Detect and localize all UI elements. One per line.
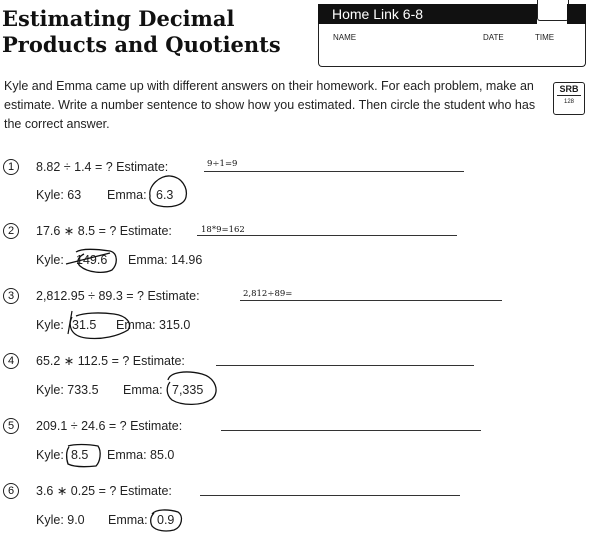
srb-book-icon: [553, 82, 585, 115]
problem-3-estimate: 2,812÷89=: [243, 289, 293, 299]
problem-4-answer-line[interactable]: [216, 365, 474, 366]
problem-5-kyle-value: 8.5: [71, 448, 89, 462]
problem-2-emma: Emma: 14.96: [128, 253, 203, 267]
title-line-1: Estimating Decimal: [2, 6, 235, 31]
problem-1-answer-line[interactable]: [204, 171, 464, 172]
srb-page: 128: [563, 99, 574, 105]
problem-5-answer-line[interactable]: [221, 430, 481, 431]
problem-4-emma-value: 7,335: [172, 383, 204, 397]
problem-5-kyle-label: Kyle:: [36, 448, 64, 462]
home-link-tab: [537, 0, 569, 21]
problem-5-emma: Emma: 85.0: [107, 448, 175, 462]
problem-4-text: 65.2 ∗ 112.5 = ? Estimate:: [36, 354, 185, 368]
instructions: Kyle and Emma came up with different answers on their homework. For each problem, make an estimate. Write a number sentence to show how you estimated. Then circle the student who has the correct answer.: [4, 79, 536, 131]
problem-1-emma-label: Emma:: [107, 188, 147, 202]
problem-6-emma-value: 0.9: [157, 513, 175, 527]
problem-3-emma: Emma: 315.0: [116, 318, 191, 332]
problem-2-answer-line[interactable]: [197, 235, 457, 236]
problem-1-kyle: Kyle: 63: [36, 188, 82, 202]
problem-2-estimate: 18*9=162: [201, 225, 245, 235]
problem-4-kyle: Kyle: 733.5: [36, 383, 99, 397]
problem-6-answer-line[interactable]: [200, 495, 460, 496]
problem-3-answer-line[interactable]: [240, 300, 502, 301]
problem-3-kyle-value: 31.5: [72, 318, 97, 332]
home-link-label: Home Link 6-8: [318, 4, 537, 24]
problem-5-text: 209.1 ÷ 24.6 = ? Estimate:: [36, 419, 183, 433]
problem-3-text: 2,812.95 ÷ 89.3 = ? Estimate:: [36, 289, 200, 303]
problem-4-emma-label: Emma:: [123, 383, 163, 397]
problem-2-kyle-value: 149.6: [76, 253, 108, 267]
problem-3-number: 3: [3, 288, 19, 304]
problem-4-number: 4: [3, 353, 19, 369]
problem-1-estimate: 9÷1=9: [207, 159, 238, 169]
problem-6-kyle: Kyle: 9.0: [36, 513, 85, 527]
title-line-2: Products and Quotients: [2, 32, 281, 57]
time-field-label: TIME: [535, 33, 555, 42]
srb-divider: [557, 95, 581, 96]
problem-5-number: 5: [3, 418, 19, 434]
problem-2-number: 2: [3, 223, 19, 239]
problem-2-text: 17.6 ∗ 8.5 = ? Estimate:: [36, 224, 172, 238]
problem-1-emma-value: 6.3: [156, 188, 174, 202]
problem-6-text: 3.6 ∗ 0.25 = ? Estimate:: [36, 484, 172, 498]
srb-label: SRB: [559, 84, 579, 94]
problem-6-emma-label: Emma:: [108, 513, 148, 527]
name-field-label: NAME: [333, 33, 357, 42]
home-link-bar-end: [567, 4, 586, 24]
problem-2-kyle-label: Kyle:: [36, 253, 64, 267]
date-field-label: DATE: [483, 33, 504, 42]
problem-3-kyle-label: Kyle:: [36, 318, 64, 332]
problem-1-text: 8.82 ÷ 1.4 = ? Estimate:: [36, 160, 169, 174]
worksheet-title: [2, 6, 312, 58]
problem-1-number: 1: [3, 159, 19, 175]
problem-6-number: 6: [3, 483, 19, 499]
